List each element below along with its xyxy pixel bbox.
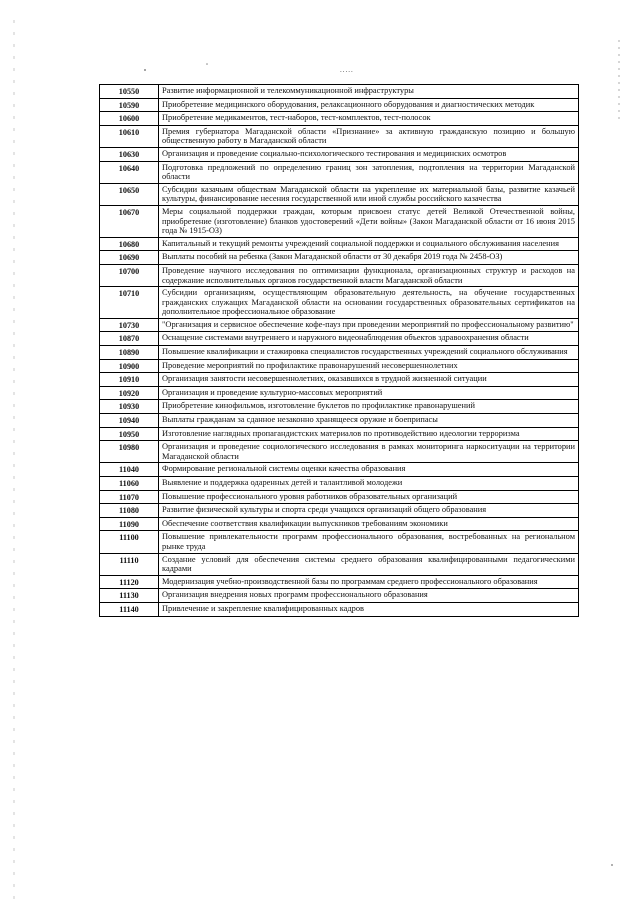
row-description: Оснащение системами внутреннего и наружного видеонаблюдения объектов здравоохранения области [159,332,579,346]
expenditure-codes-table [99,84,579,617]
table-row [100,463,579,477]
table-row [100,400,579,414]
row-code: 11120 [100,575,159,589]
row-description: Повышение привлекательности программ профессионального образования, востребованных на региональном рынке труда [159,531,579,553]
row-code: 11080 [100,504,159,518]
row-description: Развитие физической культуры и спорта среди учащихся организаций общего образования [159,504,579,518]
row-code: 11110 [100,553,159,575]
table-row [100,98,579,112]
row-code: 10900 [100,359,159,373]
row-code: 10920 [100,386,159,400]
table-body [100,85,579,617]
table-row [100,161,579,183]
table-row [100,517,579,531]
row-description: Меры социальной поддержки граждан, которым присвоен статус детей Великой Отечественной войны, приобретение (изготовление) бланков удостоверений «Дети войны» (Закон Магаданской области от 16 июня 2015 года № 1915-ОЗ) [159,205,579,237]
page-marker: ..... [340,66,354,74]
row-description: Развитие информационной и телекоммуникационной инфраструктуры [159,85,579,99]
row-code: 10550 [100,85,159,99]
row-description: Организация внедрения новых программ профессионального образования [159,589,579,603]
row-description: Проведение мероприятий по профилактике правонарушений несовершеннолетних [159,359,579,373]
row-code: 10630 [100,147,159,161]
table-row [100,237,579,251]
row-description: Создание условий для обеспечения системы среднего образования квалифицированными педагогическими кадрами [159,553,579,575]
table-row [100,359,579,373]
row-description: Выявление и поддержка одаренных детей и талантливой молодежи [159,477,579,491]
row-description: Изготовление наглядных пропагандистских материалов по противодействию идеологии терроризма [159,427,579,441]
table-row [100,490,579,504]
row-description: "Организация и сервисное обеспечение кофе-пауз при проведении мероприятий по профессиональному развитию" [159,318,579,332]
row-code: 11070 [100,490,159,504]
row-code: 11140 [100,602,159,616]
table-row [100,504,579,518]
row-description: Премия губернатора Магаданской области «Признание» за активную гражданскую позицию и большую общественную работу в Магаданской области [159,125,579,147]
table-row [100,553,579,575]
row-code: 11090 [100,517,159,531]
row-code: 11100 [100,531,159,553]
table-row [100,147,579,161]
row-code: 10950 [100,427,159,441]
row-description: Формирование региональной системы оценки качества образования [159,463,579,477]
row-code: 10680 [100,237,159,251]
row-description: Организация и проведение социально-психологического тестирования и медицинских осмотров [159,147,579,161]
row-code: 10590 [100,98,159,112]
row-code: 10700 [100,264,159,286]
row-description: Проведение научного исследования по оптимизации функционала, организационных структур и расходов на содержание исполнительных органов государственной власти Магаданской области [159,264,579,286]
row-code: 10930 [100,400,159,414]
row-code: 10640 [100,161,159,183]
row-code: 11130 [100,589,159,603]
row-description: Организация и проведение культурно-массовых мероприятий [159,386,579,400]
table-row [100,531,579,553]
row-description: Выплаты гражданам за сданное незаконно хранящееся оружие и боеприпасы [159,414,579,428]
row-description: Субсидии казачьим обществам Магаданской области на укрепление их материальной базы, развитие казачьей культуры, финансирование несения государственной или иной службы российского казачества [159,183,579,205]
row-description: Выплаты пособий на ребенка (Закон Магаданской области от 30 декабря 2019 года № 2458-ОЗ) [159,251,579,265]
row-description: Приобретение кинофильмов, изготовление буклетов по профилактике правонарушений [159,400,579,414]
row-description: Организация и проведение социологического исследования в рамках мониторинга наркоситуации на территории Магаданской области [159,441,579,463]
table-row [100,346,579,360]
table-row [100,264,579,286]
row-code: 10910 [100,373,159,387]
table-row [100,287,579,319]
table-row [100,386,579,400]
row-code: 10890 [100,346,159,360]
row-code: 10650 [100,183,159,205]
row-code: 11040 [100,463,159,477]
row-description: Подготовка предложений по определению границ зон затопления, подтопления на территории Магаданской области [159,161,579,183]
row-description: Привлечение и закрепление квалифицированных кадров [159,602,579,616]
row-code: 10690 [100,251,159,265]
row-code: 10600 [100,112,159,126]
table-row [100,427,579,441]
row-description: Приобретение медицинского оборудования, релаксационного оборудования и диагностических методик [159,98,579,112]
row-description: Организация занятости несовершеннолетних, оказавшихся в трудной жизненной ситуации [159,373,579,387]
row-code: 10940 [100,414,159,428]
table-row [100,125,579,147]
row-description: Повышение профессионального уровня работников образовательных организаций [159,490,579,504]
table-row [100,332,579,346]
table-row [100,183,579,205]
table-row [100,602,579,616]
table-row [100,477,579,491]
table-row [100,85,579,99]
table-row [100,441,579,463]
row-description: Капитальный и текущий ремонты учреждений социальной поддержки и социального обслуживания населения [159,237,579,251]
row-code: 10710 [100,287,159,319]
table-row [100,205,579,237]
table-row [100,414,579,428]
table-row [100,589,579,603]
row-code: 10730 [100,318,159,332]
row-code: 10670 [100,205,159,237]
row-description: Повышение квалификации и стажировка специалистов государственных учреждений социального обслуживания [159,346,579,360]
table-row [100,251,579,265]
table-row [100,575,579,589]
table-row [100,373,579,387]
row-description: Приобретение медикаментов, тест-наборов, тест-комплектов, тест-полосок [159,112,579,126]
row-description: Обеспечение соответствия квалификации выпускников требованиям экономики [159,517,579,531]
row-description: Субсидии организациям, осуществляющим образовательную деятельность, на обучение государственных гражданских служащих Магаданской области на основании государственных образовательных сертификатов на дополнительное профессиональное образование [159,287,579,319]
row-code: 11060 [100,477,159,491]
table-row [100,112,579,126]
row-code: 10610 [100,125,159,147]
row-code: 10870 [100,332,159,346]
row-description: Модернизация учебно-производственной базы по программам среднего профессионального образования [159,575,579,589]
table-row [100,318,579,332]
row-code: 10980 [100,441,159,463]
